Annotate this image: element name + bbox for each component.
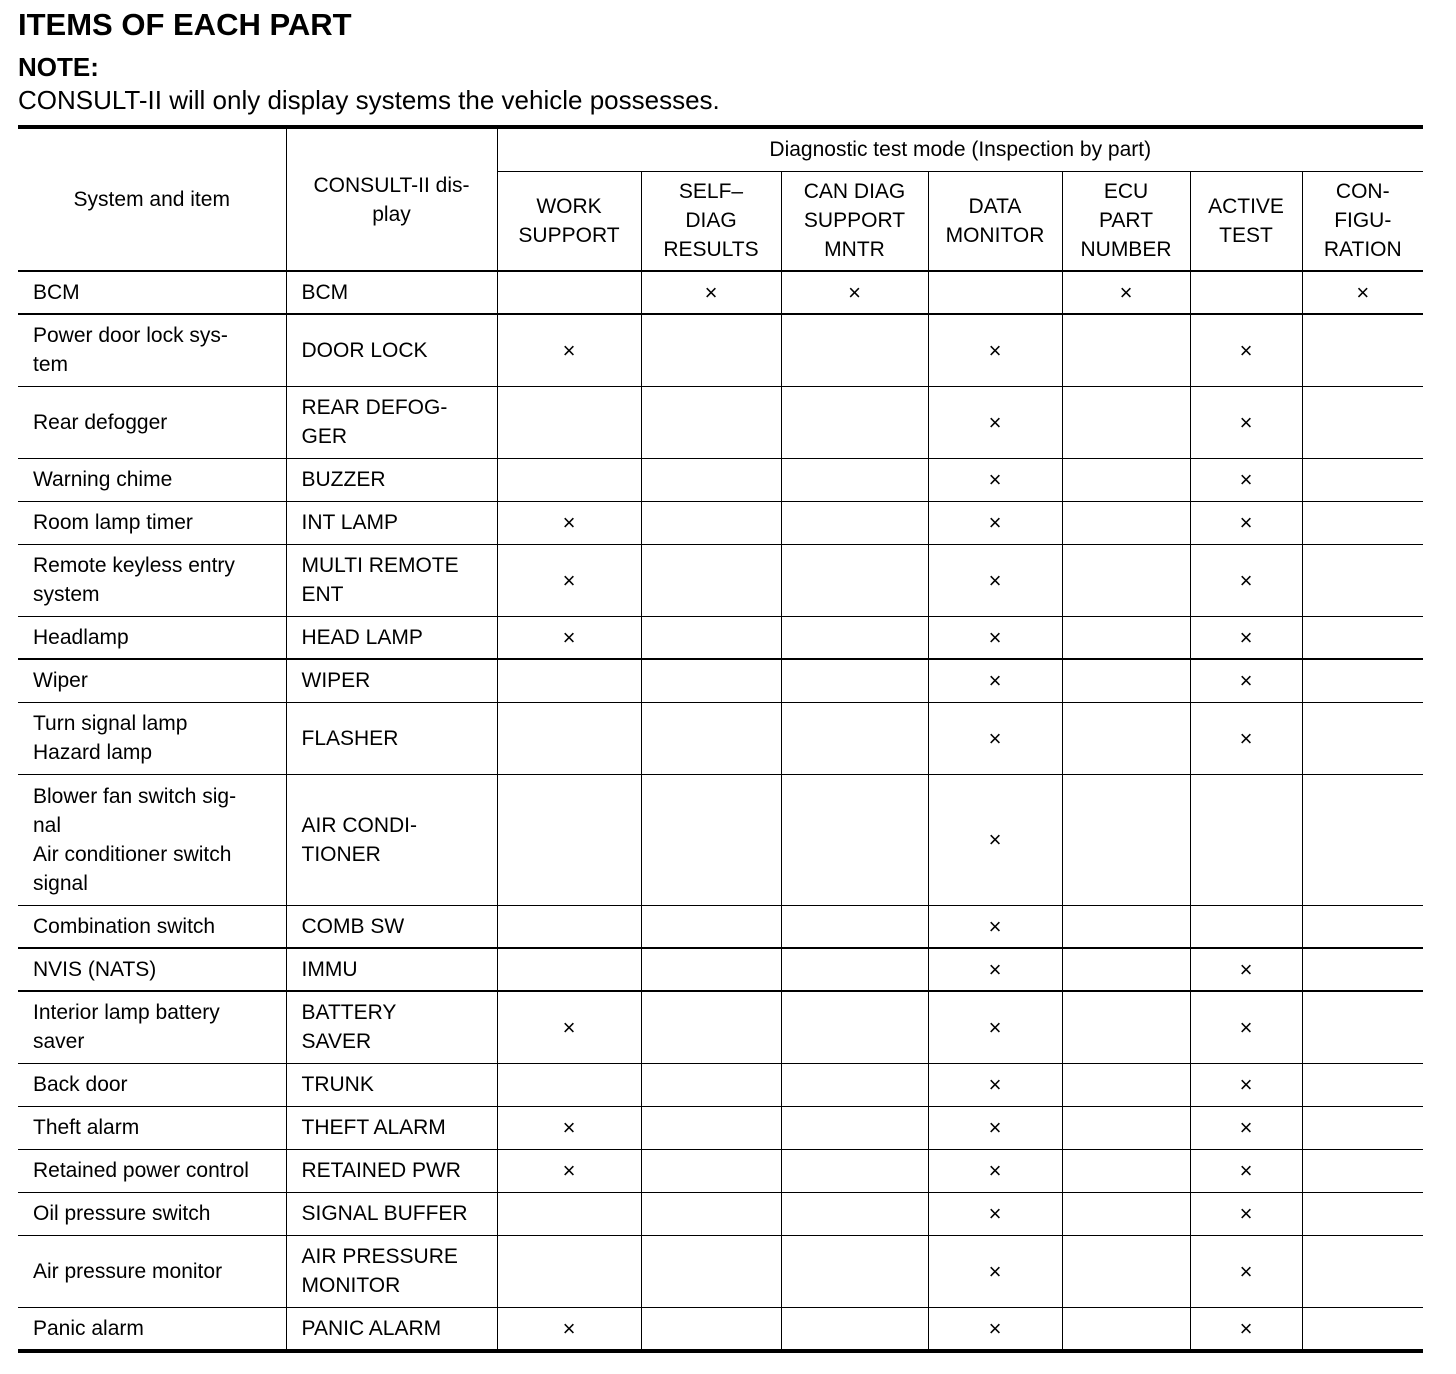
cell-mode-mark: × [1190,702,1302,774]
cell-mode-mark [1302,1235,1423,1307]
col-header-active-test: ACTIVE TEST [1190,171,1302,271]
cell-consult-display: BUZZER [286,458,497,501]
cell-consult-display: WIPER [286,659,497,702]
cell-mode-mark: × [1190,544,1302,616]
cell-mode-mark [497,774,641,905]
cell-system-item: BCM [18,271,286,314]
cell-mode-mark [1302,659,1423,702]
table-row [18,774,1423,905]
cell-mode-mark [641,1307,781,1351]
cell-mode-mark [1062,659,1190,702]
cell-mode-mark [1302,1063,1423,1106]
cell-mode-mark [497,948,641,991]
col-header-data-monitor: DATA MONITOR [928,171,1062,271]
cell-mode-mark: × [928,1307,1062,1351]
table-row [18,702,1423,774]
cell-mode-mark [781,659,928,702]
cell-mode-mark [781,1063,928,1106]
cell-mode-mark [641,1106,781,1149]
cell-system-item: Interior lamp battery saver [18,991,286,1063]
cell-mode-mark [1062,1192,1190,1235]
cell-mode-mark: × [928,991,1062,1063]
col-header-display: CONSULT-II dis- play [286,127,497,271]
cell-mode-mark [1302,1149,1423,1192]
table-row [18,659,1423,702]
group-header-test-mode: Diagnostic test mode (Inspection by part) [497,127,1423,171]
cell-mode-mark: × [928,1106,1062,1149]
cell-mode-mark [497,458,641,501]
cell-mode-mark [1062,458,1190,501]
cell-mode-mark [781,1192,928,1235]
cell-mode-mark [1062,702,1190,774]
cell-mode-mark [641,386,781,458]
cell-mode-mark [1062,905,1190,948]
cell-mode-mark [1062,314,1190,386]
table-row [18,271,1423,314]
cell-mode-mark: × [928,948,1062,991]
cell-consult-display: TRUNK [286,1063,497,1106]
cell-mode-mark [497,702,641,774]
page-heading: ITEMS OF EACH PART [18,7,352,42]
cell-mode-mark [1302,1192,1423,1235]
cell-mode-mark [781,774,928,905]
cell-mode-mark [641,905,781,948]
cell-system-item: Panic alarm [18,1307,286,1351]
cell-consult-display: PANIC ALARM [286,1307,497,1351]
cell-system-item: Blower fan switch sig- nal Air conditioner switch signal [18,774,286,905]
cell-system-item: Back door [18,1063,286,1106]
cell-mode-mark [1062,544,1190,616]
cell-mode-mark [781,702,928,774]
cell-mode-mark [781,991,928,1063]
cell-system-item: Oil pressure switch [18,1192,286,1235]
cell-consult-display: SIGNAL BUFFER [286,1192,497,1235]
cell-mode-mark: × [928,1192,1062,1235]
cell-mode-mark [1302,774,1423,905]
cell-mode-mark [781,1106,928,1149]
cell-mode-mark: × [497,1106,641,1149]
cell-consult-display: MULTI REMOTE ENT [286,544,497,616]
cell-mode-mark [781,314,928,386]
table-row [18,1235,1423,1307]
cell-mode-mark [497,905,641,948]
col-header-configuration: CON- FIGU- RATION [1302,171,1423,271]
col-header-self-diag-results: SELF– DIAG RESULTS [641,171,781,271]
cell-consult-display: FLASHER [286,702,497,774]
cell-mode-mark: × [928,1149,1062,1192]
cell-mode-mark [781,905,928,948]
cell-mode-mark: × [1190,659,1302,702]
col-header-can-diag-support-mntr: CAN DIAG SUPPORT MNTR [781,171,928,271]
col-header-system: System and item [18,127,286,271]
cell-mode-mark [1062,1235,1190,1307]
cell-mode-mark: × [928,659,1062,702]
cell-mode-mark: × [1190,1307,1302,1351]
items-table [18,125,1423,1353]
cell-mode-mark: × [1190,1149,1302,1192]
cell-mode-mark [1062,991,1190,1063]
cell-mode-mark [497,1063,641,1106]
cell-mode-mark: × [1190,458,1302,501]
cell-mode-mark [641,1063,781,1106]
cell-mode-mark [641,1149,781,1192]
cell-system-item: Room lamp timer [18,501,286,544]
cell-mode-mark [641,991,781,1063]
cell-mode-mark [781,458,928,501]
cell-system-item: NVIS (NATS) [18,948,286,991]
cell-consult-display: INT LAMP [286,501,497,544]
cell-mode-mark: × [928,905,1062,948]
cell-mode-mark [1062,1149,1190,1192]
cell-mode-mark: × [928,458,1062,501]
cell-mode-mark [1062,616,1190,659]
cell-mode-mark [781,386,928,458]
cell-mode-mark [1302,386,1423,458]
cell-mode-mark: × [497,1307,641,1351]
note-text: CONSULT-II will only display systems the vehicle possesses. [18,85,720,115]
cell-mode-mark: × [1190,948,1302,991]
cell-mode-mark [781,501,928,544]
cell-consult-display: IMMU [286,948,497,991]
cell-mode-mark [781,544,928,616]
table-row [18,1149,1423,1192]
cell-mode-mark [497,1192,641,1235]
cell-consult-display: BATTERY SAVER [286,991,497,1063]
cell-mode-mark [1302,702,1423,774]
cell-mode-mark [928,271,1062,314]
cell-mode-mark: × [928,702,1062,774]
table-row [18,1063,1423,1106]
cell-mode-mark [781,1149,928,1192]
cell-system-item: Retained power control [18,1149,286,1192]
cell-mode-mark [1302,991,1423,1063]
table-row [18,1106,1423,1149]
cell-system-item: Rear defogger [18,386,286,458]
cell-mode-mark: × [497,501,641,544]
table-row [18,544,1423,616]
cell-mode-mark: × [1190,1235,1302,1307]
cell-consult-display: DOOR LOCK [286,314,497,386]
cell-mode-mark [641,544,781,616]
cell-mode-mark [497,659,641,702]
cell-mode-mark: × [497,1149,641,1192]
cell-mode-mark [781,1235,928,1307]
cell-mode-mark [497,386,641,458]
cell-mode-mark: × [928,544,1062,616]
table-row [18,458,1423,501]
cell-mode-mark [1302,314,1423,386]
cell-mode-mark: × [928,386,1062,458]
cell-mode-mark: × [641,271,781,314]
table-row [18,386,1423,458]
cell-mode-mark [1302,501,1423,544]
table-row [18,905,1423,948]
cell-mode-mark [1062,501,1190,544]
cell-mode-mark: × [1302,271,1423,314]
table-row [18,314,1423,386]
cell-mode-mark: × [497,616,641,659]
cell-system-item: Headlamp [18,616,286,659]
cell-mode-mark [641,774,781,905]
cell-mode-mark: × [497,544,641,616]
cell-mode-mark: × [1190,501,1302,544]
cell-mode-mark [1190,271,1302,314]
table-row [18,1307,1423,1351]
cell-mode-mark: × [928,1063,1062,1106]
table-row [18,948,1423,991]
cell-mode-mark [497,271,641,314]
cell-mode-mark: × [1062,271,1190,314]
cell-mode-mark: × [781,271,928,314]
cell-mode-mark: × [1190,386,1302,458]
cell-mode-mark [641,659,781,702]
cell-mode-mark [1190,774,1302,905]
cell-mode-mark [781,1307,928,1351]
cell-mode-mark [1062,1063,1190,1106]
note-label: NOTE: [18,52,99,82]
cell-mode-mark [1302,458,1423,501]
cell-mode-mark [1302,905,1423,948]
cell-mode-mark [641,314,781,386]
cell-mode-mark: × [928,501,1062,544]
cell-system-item: Power door lock sys- tem [18,314,286,386]
cell-system-item: Combination switch [18,905,286,948]
cell-mode-mark [641,1235,781,1307]
cell-mode-mark [641,616,781,659]
cell-mode-mark: × [497,314,641,386]
cell-mode-mark: × [497,991,641,1063]
cell-system-item: Turn signal lamp Hazard lamp [18,702,286,774]
table-row [18,501,1423,544]
col-header-ecu-part-number: ECU PART NUMBER [1062,171,1190,271]
cell-mode-mark [641,501,781,544]
cell-mode-mark: × [1190,314,1302,386]
cell-consult-display: THEFT ALARM [286,1106,497,1149]
cell-system-item: Air pressure monitor [18,1235,286,1307]
table-row [18,1192,1423,1235]
cell-consult-display: AIR PRESSURE MONITOR [286,1235,497,1307]
col-header-work-support: WORK SUPPORT [497,171,641,271]
cell-mode-mark: × [1190,1192,1302,1235]
cell-mode-mark [1062,386,1190,458]
cell-consult-display: COMB SW [286,905,497,948]
cell-mode-mark [497,1235,641,1307]
cell-consult-display: BCM [286,271,497,314]
cell-mode-mark: × [928,1235,1062,1307]
cell-mode-mark [1302,544,1423,616]
cell-mode-mark: × [1190,616,1302,659]
cell-mode-mark [781,616,928,659]
cell-mode-mark: × [1190,991,1302,1063]
cell-mode-mark: × [1190,1106,1302,1149]
cell-mode-mark [781,948,928,991]
cell-mode-mark: × [928,616,1062,659]
cell-consult-display: AIR CONDI- TIONER [286,774,497,905]
cell-mode-mark [1190,905,1302,948]
cell-mode-mark: × [1190,1063,1302,1106]
cell-system-item: Warning chime [18,458,286,501]
cell-system-item: Theft alarm [18,1106,286,1149]
cell-mode-mark [641,948,781,991]
cell-consult-display: HEAD LAMP [286,616,497,659]
cell-mode-mark [1302,616,1423,659]
cell-mode-mark: × [928,314,1062,386]
cell-consult-display: REAR DEFOG- GER [286,386,497,458]
cell-mode-mark [641,458,781,501]
cell-consult-display: RETAINED PWR [286,1149,497,1192]
cell-mode-mark [1062,1106,1190,1149]
cell-mode-mark [1302,948,1423,991]
cell-mode-mark [1302,1307,1423,1351]
cell-system-item: Remote keyless entry system [18,544,286,616]
table-row [18,616,1423,659]
table-row [18,991,1423,1063]
cell-mode-mark [641,1192,781,1235]
cell-mode-mark [1062,1307,1190,1351]
cell-mode-mark [1062,948,1190,991]
cell-mode-mark: × [928,774,1062,905]
table-body [18,271,1423,1351]
cell-mode-mark [1062,774,1190,905]
cell-mode-mark [641,702,781,774]
cell-mode-mark [1302,1106,1423,1149]
cell-system-item: Wiper [18,659,286,702]
